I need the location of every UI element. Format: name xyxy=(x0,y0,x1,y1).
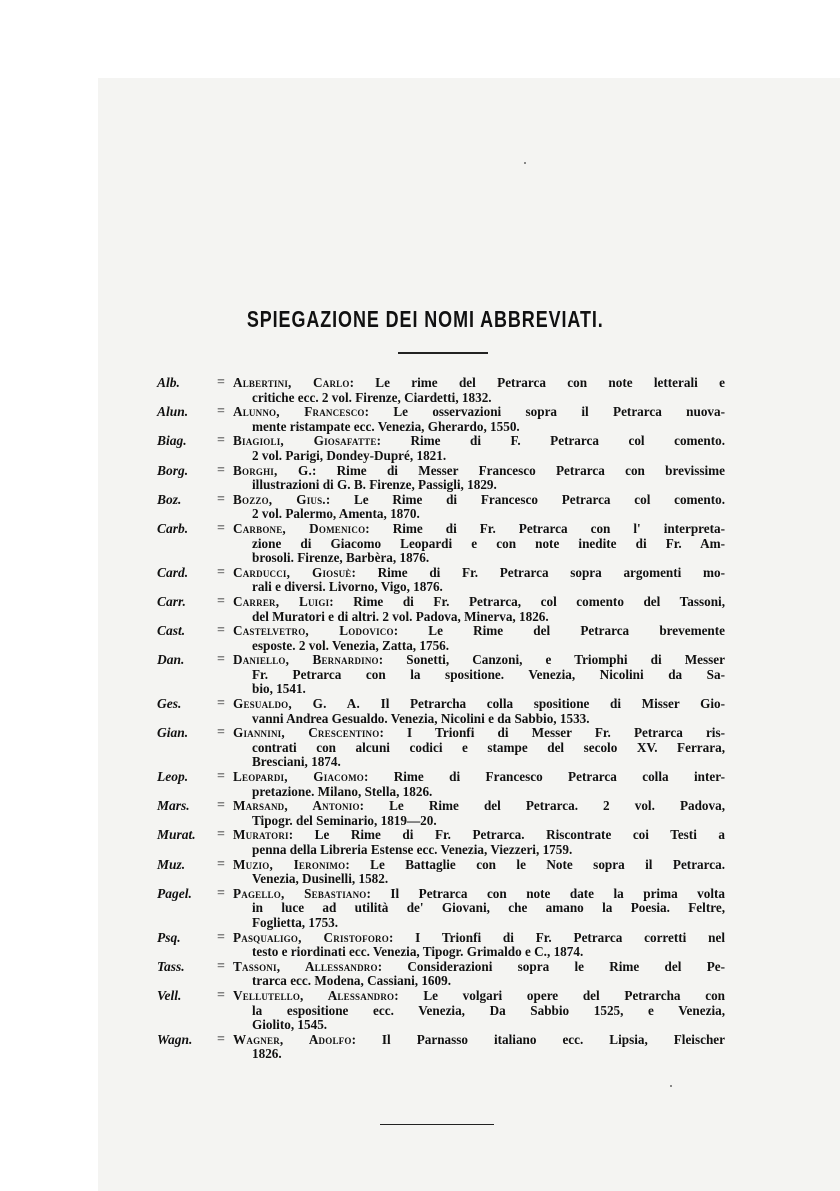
entry-abbreviation: Mars. xyxy=(157,798,190,814)
abbreviation-entry xyxy=(157,799,725,828)
entry-line-text: : Rime di F. Petrarca col comento. xyxy=(376,433,725,449)
equals-sign: = xyxy=(217,375,225,390)
entry-first-line xyxy=(233,566,725,581)
title-rule xyxy=(398,352,488,354)
entry-description xyxy=(233,887,725,931)
abbreviation-list xyxy=(157,376,725,1062)
entry-first-line xyxy=(233,493,725,508)
equals-sign: = xyxy=(217,652,225,668)
entry-description xyxy=(233,931,725,960)
entry-continuation-line: bio, 1541. xyxy=(252,681,306,697)
entry-continuation-line: Giolito, 1545. xyxy=(252,1017,328,1033)
entry-description xyxy=(233,1033,725,1062)
entry-continuation-line: Bresciani, 1874. xyxy=(252,754,341,770)
entry-abbreviation: Dan. xyxy=(157,652,185,668)
equals-sign: = xyxy=(217,593,225,609)
entry-description xyxy=(233,566,725,595)
entry-continuation-line: mente ristampate ecc. Venezia, Gherardo, 1550. xyxy=(252,418,520,434)
entry-author: Pasqualigo, Cristoforo xyxy=(233,929,389,945)
entry-continuation-line: illustrazioni di G. B. Firenze, Passigli, 1829. xyxy=(252,477,497,493)
abbreviation-entry xyxy=(157,566,725,595)
entry-line-text: : Le Rime di Fr. Petrarca. Riscontrate coi Testi a xyxy=(288,827,725,843)
entry-line-text: : Rime di Fr. Petrarca, col comento del Tassoni, xyxy=(329,593,725,609)
entry-description xyxy=(233,376,725,405)
equals-sign: = xyxy=(217,491,225,507)
abbreviation-entry xyxy=(157,828,725,857)
abbreviation-entry xyxy=(157,595,725,624)
entry-description xyxy=(233,960,725,989)
entry-author: Carbone, Domenico xyxy=(233,520,366,536)
entry-first-line xyxy=(233,858,725,873)
entry-line-text: : Le Rime di Francesco Petrarca col comento. xyxy=(325,491,726,507)
entry-author: Wagner, Adolfo xyxy=(233,1031,352,1047)
entry-first-line xyxy=(233,726,725,741)
scan-speck xyxy=(670,1085,672,1087)
entry-abbreviation: Alun. xyxy=(157,404,189,420)
equals-sign: = xyxy=(217,623,225,639)
entry-abbreviation: Vell. xyxy=(157,987,182,1003)
entry-first-line xyxy=(233,770,725,785)
entry-first-line xyxy=(233,989,725,1004)
entry-abbreviation: Tass. xyxy=(157,958,185,974)
abbreviation-entry xyxy=(157,989,725,1033)
entry-continuation-line: in luce ad utilità de' Giovani, che amano la Poesia. Feltre, xyxy=(252,900,725,916)
entry-continuation-line: zione di Giacomo Leopardi e con note inedite di Fr. Am- xyxy=(252,535,725,551)
entry-author: Vellutello, Alessandro xyxy=(233,987,395,1003)
abbreviation-entry xyxy=(157,434,725,463)
entry-description xyxy=(233,726,725,770)
abbreviation-entry xyxy=(157,624,725,653)
entry-description xyxy=(233,405,725,434)
entry-description xyxy=(233,697,725,726)
abbreviation-entry xyxy=(157,931,725,960)
entry-abbreviation: Borg. xyxy=(157,462,189,478)
equals-sign: = xyxy=(217,769,225,785)
abbreviation-entry xyxy=(157,770,725,799)
entry-line-text: : Le osservazioni sopra il Petrarca nuova- xyxy=(364,404,725,420)
entry-line-text: : Rime di Francesco Petrarca colla inter- xyxy=(363,769,725,785)
entry-abbreviation: Carb. xyxy=(157,520,189,536)
entry-abbreviation: Leop. xyxy=(157,769,189,785)
entry-continuation-line: 1826. xyxy=(252,1046,282,1062)
entry-abbreviation: Ges. xyxy=(157,696,182,712)
entry-first-line xyxy=(233,464,725,479)
entry-author: Marsand, Antonio xyxy=(233,798,360,814)
entry-first-line xyxy=(233,799,725,814)
entry-line-text: Il Petrarcha colla spositione di Misser Gio- xyxy=(359,696,726,712)
entry-abbreviation: Gian. xyxy=(157,725,189,741)
abbreviation-entry xyxy=(157,493,725,522)
entry-author: Bozzo, Gius. xyxy=(233,491,326,507)
entry-abbreviation: Cast. xyxy=(157,623,186,639)
entry-abbreviation: Carr. xyxy=(157,593,186,609)
abbreviation-entry xyxy=(157,464,725,493)
entry-description xyxy=(233,653,725,697)
abbreviation-entry xyxy=(157,858,725,887)
entry-abbreviation: Psq. xyxy=(157,929,181,945)
entry-abbreviation: Biag. xyxy=(157,433,187,449)
entry-line-text: : Rime di Fr. Petrarca sopra argomenti mo- xyxy=(351,564,725,580)
entry-line-text: : Considerazioni sopra le Rime del Pe- xyxy=(377,958,725,974)
entry-author: Borghi, G. xyxy=(233,462,312,478)
entry-continuation-line: brosoli. Firenze, Barbèra, 1876. xyxy=(252,550,430,566)
entry-description xyxy=(233,493,725,522)
entry-continuation-line: la espositione ecc. Venezia, Da Sabbio 1525, e Venezia, xyxy=(252,1002,725,1018)
entry-author: Leopardi, Giacomo xyxy=(233,769,364,785)
page-title: SPIEGAZIONE DEI NOMI ABBREVIATI. xyxy=(246,306,604,332)
entry-author: Muzio, Ieronimo xyxy=(233,856,346,872)
entry-line-text: : Le Rime del Petrarca brevemente xyxy=(393,623,725,639)
entry-description xyxy=(233,522,725,566)
entry-description xyxy=(233,799,725,828)
equals-sign: = xyxy=(217,725,225,741)
entry-continuation-line: 2 vol. Palermo, Amenta, 1870. xyxy=(252,506,420,522)
entry-author: Albertini, Carlo xyxy=(233,375,350,390)
entry-description xyxy=(233,624,725,653)
equals-sign: = xyxy=(217,564,225,580)
entry-first-line xyxy=(233,405,725,420)
entry-abbreviation: Murat. xyxy=(157,827,196,843)
entry-description xyxy=(233,434,725,463)
entry-line-text: : I Trionfi di Messer Fr. Petrarca ris- xyxy=(379,725,725,741)
entry-continuation-line: trarca ecc. Modena, Cassiani, 1609. xyxy=(252,973,452,989)
entry-author: Carrer, Luigi xyxy=(233,593,330,609)
entry-description xyxy=(233,770,725,799)
entry-first-line xyxy=(233,697,725,712)
entry-continuation-line: esposte. 2 vol. Venezia, Zatta, 1756. xyxy=(252,637,450,653)
entry-line-text: : Le Rime del Petrarca. 2 vol. Padova, xyxy=(359,798,726,814)
entry-author: Muratori xyxy=(233,827,289,843)
entry-first-line xyxy=(233,931,725,946)
equals-sign: = xyxy=(217,958,225,974)
entry-continuation-line: vanni Andrea Gesualdo. Venezia, Nicolini e da Sabbio, 1533. xyxy=(252,710,590,726)
equals-sign: = xyxy=(217,404,225,420)
entry-first-line xyxy=(233,653,725,668)
entry-abbreviation: Muz. xyxy=(157,856,186,872)
entry-line-text: : Le rime del Petrarca con note letterali e xyxy=(349,375,725,390)
entry-first-line xyxy=(233,434,725,449)
entry-line-text: : Rime di Messer Francesco Petrarca con brevissime xyxy=(311,462,725,478)
abbreviation-entry xyxy=(157,1033,725,1062)
abbreviation-entry xyxy=(157,376,725,405)
entry-continuation-line: del Muratori e di altri. 2 vol. Padova, Minerva, 1826. xyxy=(252,608,549,624)
entry-author: Alunno, Francesco xyxy=(233,404,365,420)
entry-first-line xyxy=(233,595,725,610)
entry-description xyxy=(233,828,725,857)
abbreviation-entry xyxy=(157,960,725,989)
entry-continuation-line: 2 vol. Parigi, Dondey-Dupré, 1821. xyxy=(252,447,447,463)
abbreviation-entry xyxy=(157,726,725,770)
abbreviation-entry xyxy=(157,522,725,566)
entry-line-text: : Le volgari opere del Petrarcha con xyxy=(394,987,725,1003)
entry-first-line xyxy=(233,376,725,391)
entry-author: Giannini, Crescentino xyxy=(233,725,380,741)
entry-description xyxy=(233,464,725,493)
entry-author: Daniello, Bernardino xyxy=(233,652,379,668)
entry-author: Castelvetro, Lodovico xyxy=(233,623,394,639)
entry-continuation-line: pretazione. Milano, Stella, 1826. xyxy=(252,783,433,799)
entry-continuation-line: contrati con alcuni codici e stampe del secolo XV. Ferrara, xyxy=(252,739,725,755)
entry-line-text: : Sonetti, Canzoni, e Triomphi di Messer xyxy=(378,652,725,668)
entry-first-line xyxy=(233,624,725,639)
entry-continuation-line: Venezia, Dusinelli, 1582. xyxy=(252,871,389,887)
entry-continuation-line: Foglietta, 1753. xyxy=(252,914,339,930)
footer-rule xyxy=(380,1124,494,1125)
entry-abbreviation: Pagel. xyxy=(157,885,192,901)
equals-sign: = xyxy=(217,462,225,478)
equals-sign: = xyxy=(217,929,225,945)
entry-abbreviation: Wagn. xyxy=(157,1031,193,1047)
entry-continuation-line: testo e riordinati ecc. Venezia, Tipogr. Grimaldo e C., 1874. xyxy=(252,944,584,960)
entry-line-text: : Le Battaglie con le Note sopra il Petrarca. xyxy=(345,856,725,872)
entry-continuation-line: Tipogr. del Seminario, 1819—20. xyxy=(252,812,437,828)
abbreviation-entry xyxy=(157,887,725,931)
scan-speck xyxy=(524,162,526,164)
equals-sign: = xyxy=(217,827,225,843)
equals-sign: = xyxy=(217,520,225,536)
entry-author: Biagioli, Giosafatte xyxy=(233,433,377,449)
equals-sign: = xyxy=(217,987,225,1003)
entry-continuation-line: rali e diversi. Livorno, Vigo, 1876. xyxy=(252,579,443,595)
abbreviation-entry xyxy=(157,697,725,726)
entry-first-line xyxy=(233,887,725,902)
entry-line-text: : Rime di Fr. Petrarca con l' interpreta- xyxy=(365,520,726,536)
entry-description xyxy=(233,858,725,887)
equals-sign: = xyxy=(217,696,225,712)
equals-sign: = xyxy=(217,798,225,814)
entry-line-text: : Il Parnasso italiano ecc. Lipsia, Fleischer xyxy=(351,1031,725,1047)
entry-first-line xyxy=(233,828,725,843)
equals-sign: = xyxy=(217,885,225,901)
entry-abbreviation: Card. xyxy=(157,564,189,580)
entry-continuation-line: Fr. Petrarca con la spositione. Venezia, Nicolini da Sa- xyxy=(252,666,725,682)
entry-description xyxy=(233,989,725,1033)
entry-continuation-line: critiche ecc. 2 vol. Firenze, Ciardetti, 1832. xyxy=(252,389,492,405)
entry-first-line xyxy=(233,960,725,975)
entry-line-text: : I Trionfi di Fr. Petrarca corretti nel xyxy=(388,929,725,945)
entry-abbreviation: Boz. xyxy=(157,491,182,507)
entry-line-text: : Il Petrarca con note date la prima volta xyxy=(366,885,725,901)
entry-author: Carducci, Giosuè xyxy=(233,564,352,580)
entry-abbreviation: Alb. xyxy=(157,375,180,390)
entry-first-line xyxy=(233,522,725,537)
equals-sign: = xyxy=(217,433,225,449)
equals-sign: = xyxy=(217,856,225,872)
abbreviation-entry xyxy=(157,405,725,434)
entry-author: Pagello, Sebastiano xyxy=(233,885,367,901)
entry-author: Gesualdo, G. A. xyxy=(233,696,360,712)
entry-author: Tassoni, Allessandro xyxy=(233,958,378,974)
abbreviation-entry xyxy=(157,653,725,697)
entry-first-line xyxy=(233,1033,725,1048)
equals-sign: = xyxy=(217,1031,225,1047)
entry-description xyxy=(233,595,725,624)
entry-continuation-line: penna della Libreria Estense ecc. Venezia, Viezzeri, 1759. xyxy=(252,842,573,857)
